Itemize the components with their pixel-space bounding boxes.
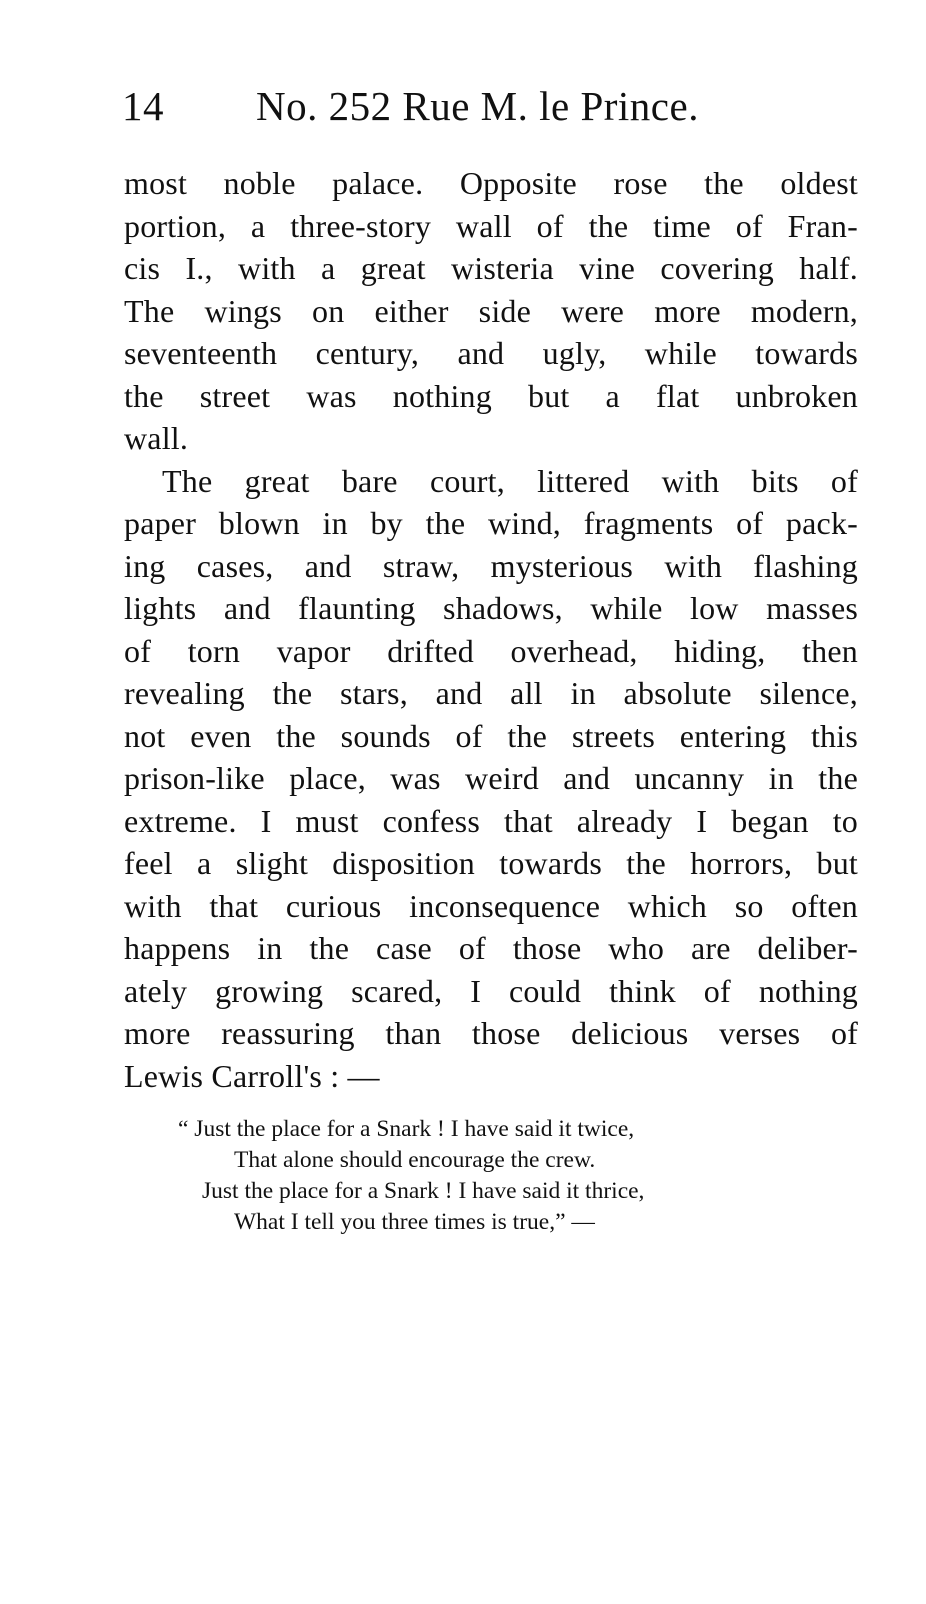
body-text [124, 162, 858, 1097]
text-line: portion, a three-story wall of the time of Fran- [124, 207, 858, 244]
text-line: feel a slight disposition towards the horrors, but [124, 845, 858, 881]
text-line: The wings on either side were more modern, [124, 292, 858, 329]
text-line: more reassuring than those delicious verses of [124, 1015, 858, 1051]
paragraph [124, 162, 858, 460]
text-line: revealing the stars, and all in absolute silence, [124, 675, 858, 711]
verse-line: “ Just the place for a Snark ! I have said it twice, [178, 1116, 635, 1142]
text-line: not even the sounds of the streets entering this [124, 717, 858, 754]
text-line: seventeenth century, and ugly, while towards [124, 335, 858, 371]
text-line: with that curious inconsequence which so often [124, 887, 858, 924]
text-line: The great bare court, littered with bits of [162, 462, 858, 499]
text-line: lights and flaunting shadows, while low masses [124, 590, 858, 626]
text-line: the street was nothing but a flat unbroken [124, 377, 858, 414]
verse-line: What I tell you three times is true,” — [234, 1209, 595, 1235]
text-line: paper blown in by the wind, fragments of pack- [124, 505, 858, 541]
text-line: prison-like place, was weird and uncanny in the [124, 760, 858, 796]
running-title: No. 252 Rue M. le Prince. [256, 83, 699, 129]
verse-line: Just the place for a Snark ! I have said it thrice, [202, 1178, 645, 1204]
text-line: ing cases, and straw, mysterious with flashing [124, 547, 858, 584]
page-number: 14 [122, 83, 164, 129]
text-line: cis I., with a great wisteria vine covering half. [124, 250, 858, 286]
verse-line: That alone should encourage the crew. [234, 1147, 596, 1173]
text-line: extreme. I must confess that already I began to [124, 802, 858, 839]
text-line: wall. [124, 420, 189, 456]
running-head [122, 76, 862, 136]
text-line: happens in the case of those who are deliber- [124, 930, 858, 966]
verse-quotation [124, 1114, 858, 1238]
text-line: of torn vapor drifted overhead, hiding, then [124, 632, 858, 669]
text-line: most noble palace. Opposite rose the oldest [124, 165, 858, 201]
text-line: ately growing scared, I could think of nothing [124, 972, 858, 1009]
paragraph [124, 460, 858, 1098]
text-line: Lewis Carroll's : — [124, 1057, 380, 1094]
